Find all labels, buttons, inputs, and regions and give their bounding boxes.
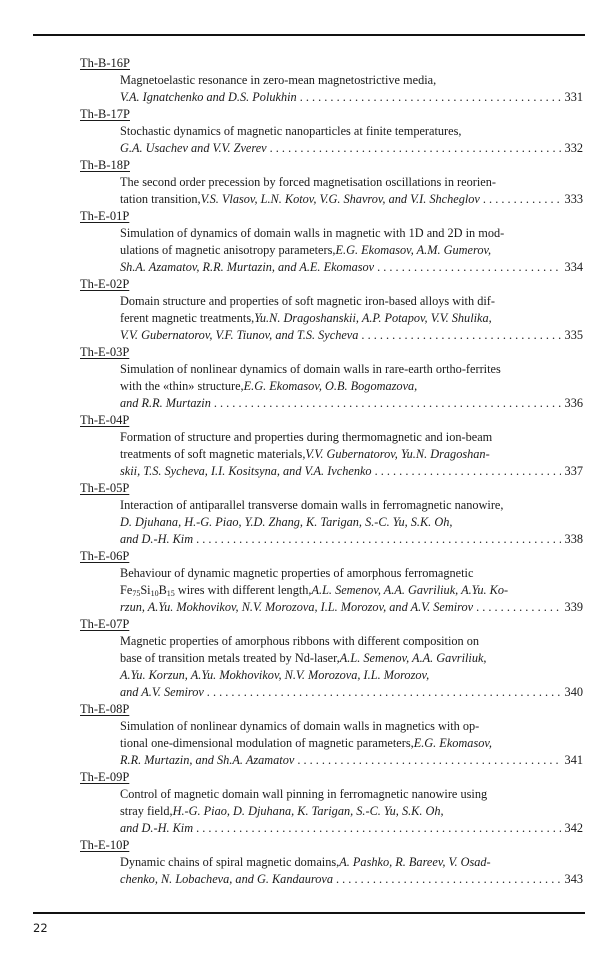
entry-line bbox=[120, 242, 583, 259]
dot-leader bbox=[270, 140, 561, 157]
entry-line bbox=[120, 378, 583, 395]
table-of-contents bbox=[80, 55, 583, 888]
entry-last-line bbox=[120, 327, 583, 344]
entry-line bbox=[120, 293, 583, 310]
page-reference[interactable]: 331 bbox=[564, 90, 583, 104]
toc-entry bbox=[80, 769, 583, 837]
entry-line bbox=[120, 633, 583, 650]
page-reference[interactable]: 334 bbox=[564, 260, 583, 274]
entry-body bbox=[80, 72, 583, 106]
dot-leader bbox=[297, 752, 560, 769]
dot-leader bbox=[375, 463, 561, 480]
toc-entry bbox=[80, 208, 583, 276]
entry-body bbox=[80, 565, 583, 616]
entry-last-line bbox=[120, 259, 583, 276]
entry-line bbox=[120, 786, 583, 803]
title-text: Simulation of dynamics of domain walls in magnetic with 1D and 2D in mod- bbox=[120, 226, 505, 240]
toc-entry bbox=[80, 55, 583, 106]
authors-text: V.S. Vlasov, L.N. Kotov, V.G. Shavrov, and V.I. Shcheglov bbox=[200, 192, 480, 206]
entry-body bbox=[80, 293, 583, 344]
authors-text: Yu.N. Dragoshanskii, A.P. Potapov, V.V. Shulika, bbox=[254, 311, 492, 325]
entry-body bbox=[80, 497, 583, 548]
entry-body bbox=[80, 633, 583, 701]
title-text: stray field, bbox=[120, 804, 173, 818]
toc-entry bbox=[80, 837, 583, 888]
toc-entry bbox=[80, 276, 583, 344]
title-text: $Fe_{75}Si_{10}B_{15}$ wires with different length, bbox=[120, 583, 312, 598]
title-text: Magnetoelastic resonance in zero-mean magnetostrictive media, bbox=[120, 73, 437, 87]
authors-text: A.Yu. Korzun, A.Yu. Mokhovikov, N.V. Morozova, I.L. Morozov, bbox=[120, 668, 430, 682]
title-text: Formation of structure and properties during thermomagnetic and ion-beam bbox=[120, 430, 493, 444]
authors-text: A. Pashko, R. Bareev, V. Osad- bbox=[339, 855, 491, 869]
toc-entry bbox=[80, 701, 583, 769]
page-number: 22 bbox=[33, 921, 48, 935]
toc-entry bbox=[80, 616, 583, 701]
entry-last-line bbox=[120, 820, 583, 837]
dot-leader bbox=[196, 531, 560, 548]
title-text: Stochastic dynamics of magnetic nanoparticles at finite temperatures, bbox=[120, 124, 462, 138]
page-reference[interactable]: 341 bbox=[564, 753, 583, 767]
header-rule bbox=[33, 34, 585, 36]
page-reference[interactable]: 337 bbox=[564, 464, 583, 478]
toc-entry bbox=[80, 548, 583, 616]
entry-body bbox=[80, 225, 583, 276]
entry-line bbox=[120, 718, 583, 735]
abstract-code-link[interactable]: Th-B-16P bbox=[80, 56, 130, 70]
abstract-code-link[interactable]: Th-E-08P bbox=[80, 702, 130, 716]
abstract-code-link[interactable]: Th-B-18P bbox=[80, 158, 130, 172]
dot-leader bbox=[196, 820, 560, 837]
entry-line bbox=[120, 123, 583, 140]
page-reference[interactable]: 335 bbox=[564, 328, 583, 342]
title-text: tional one-dimensional modulation of magnetic parameters, bbox=[120, 736, 414, 750]
entry-line bbox=[120, 514, 583, 531]
abstract-code-link[interactable]: Th-E-04P bbox=[80, 413, 130, 427]
toc-entry bbox=[80, 412, 583, 480]
entry-last-line bbox=[120, 140, 583, 157]
authors-text: H.-G. Piao, D. Djuhana, K. Tarigan, S.-C. Yu, S.K. Oh, bbox=[172, 804, 444, 818]
entry-line bbox=[120, 174, 583, 191]
dot-leader bbox=[336, 871, 561, 888]
entry-line bbox=[120, 72, 583, 89]
entry-last-line bbox=[120, 191, 583, 208]
title-text: treatments of soft magnetic materials, bbox=[120, 447, 306, 461]
authors-text: G.A. Usachev and V.V. Zverev bbox=[120, 141, 267, 155]
entry-line bbox=[120, 650, 583, 667]
page-reference[interactable]: 333 bbox=[564, 192, 583, 206]
authors-text: V.V. Gubernatorov, Yu.N. Dragoshan- bbox=[305, 447, 490, 461]
authors-text: and D.-H. Kim bbox=[120, 532, 194, 546]
toc-entry bbox=[80, 106, 583, 157]
entry-line bbox=[120, 667, 583, 684]
title-text: ferent magnetic treatments, bbox=[120, 311, 255, 325]
authors-text: E.G. Ekomasov, bbox=[413, 736, 493, 750]
authors-text: V.A. Ignatchenko and D.S. Polukhin bbox=[120, 90, 297, 104]
dot-leader bbox=[361, 327, 560, 344]
entry-line bbox=[120, 582, 583, 599]
title-text: with the «thin» structure, bbox=[120, 379, 244, 393]
entry-line bbox=[120, 225, 583, 242]
entry-line bbox=[120, 429, 583, 446]
entry-line bbox=[120, 497, 583, 514]
footer-rule bbox=[33, 912, 585, 914]
abstract-code-link[interactable]: Th-E-03P bbox=[80, 345, 130, 359]
authors-text: R.R. Murtazin, and Sh.A. Azamatov bbox=[120, 753, 295, 767]
authors-text: skii, T.S. Sycheva, I.I. Kositsyna, and V.A. Ivchenko bbox=[120, 464, 372, 478]
entry-line bbox=[120, 735, 583, 752]
title-text: tation transition, bbox=[120, 192, 201, 206]
entry-line bbox=[120, 803, 583, 820]
authors-text: chenko, N. Lobacheva, and G. Kandaurova bbox=[120, 872, 333, 886]
entry-line bbox=[120, 565, 583, 582]
title-text: base of transition metals treated by Nd-laser, bbox=[120, 651, 340, 665]
entry-body bbox=[80, 854, 583, 888]
title-text: Behaviour of dynamic magnetic properties of amorphous ferromagnetic bbox=[120, 566, 474, 580]
entry-last-line bbox=[120, 463, 583, 480]
abstract-code-link[interactable]: Th-E-02P bbox=[80, 277, 130, 291]
title-text: Simulation of nonlinear dynamics of domain walls in magnetics with op- bbox=[120, 719, 480, 733]
entry-body bbox=[80, 718, 583, 769]
entry-body bbox=[80, 786, 583, 837]
entry-body bbox=[80, 429, 583, 480]
toc-entry bbox=[80, 480, 583, 548]
page-reference[interactable]: 340 bbox=[564, 685, 583, 699]
entry-body bbox=[80, 361, 583, 412]
title-text: Simulation of nonlinear dynamics of domain walls in rare-earth ortho-ferrites bbox=[120, 362, 501, 376]
entry-line bbox=[120, 310, 583, 327]
page-reference[interactable]: 332 bbox=[564, 141, 583, 155]
page-reference[interactable]: 338 bbox=[564, 532, 583, 546]
title-text: Domain structure and properties of soft magnetic iron-based alloys with dif- bbox=[120, 294, 495, 308]
dot-leader bbox=[300, 89, 561, 106]
authors-text: and A.V. Semirov bbox=[120, 685, 204, 699]
title-text: Control of magnetic domain wall pinning in ferromagnetic nanowire using bbox=[120, 787, 488, 801]
authors-text: and R.R. Murtazin bbox=[120, 396, 211, 410]
abstract-code-link[interactable]: Th-B-17P bbox=[80, 107, 130, 121]
abstract-code-link[interactable]: Th-E-10P bbox=[80, 838, 130, 852]
authors-text: D. Djuhana, H.-G. Piao, Y.D. Zhang, K. Tarigan, S.-C. Yu, S.K. Oh, bbox=[120, 515, 453, 529]
page-reference[interactable]: 342 bbox=[564, 821, 583, 835]
authors-text: E.G. Ekomasov, O.B. Bogomazova, bbox=[243, 379, 418, 393]
title-text: ulations of magnetic anisotropy parameters, bbox=[120, 243, 336, 257]
abstract-code-link[interactable]: Th-E-07P bbox=[80, 617, 130, 631]
toc-entry bbox=[80, 157, 583, 208]
entry-last-line bbox=[120, 752, 583, 769]
authors-text: E.G. Ekomasov, A.M. Gumerov, bbox=[335, 243, 492, 257]
page-reference[interactable]: 343 bbox=[564, 872, 583, 886]
entry-last-line bbox=[120, 89, 583, 106]
authors-text: A.L. Semenov, A.A. Gavriliuk, bbox=[339, 651, 487, 665]
page-reference[interactable]: 339 bbox=[564, 600, 583, 614]
title-text: Dynamic chains of spiral magnetic domains, bbox=[120, 855, 340, 869]
abstract-code-link[interactable]: Th-E-09P bbox=[80, 770, 130, 784]
authors-text: and D.-H. Kim bbox=[120, 821, 194, 835]
abstract-code-link[interactable]: Th-E-06P bbox=[80, 549, 130, 563]
dot-leader bbox=[377, 259, 560, 276]
toc-entry bbox=[80, 344, 583, 412]
entry-last-line bbox=[120, 395, 583, 412]
entry-last-line bbox=[120, 871, 583, 888]
title-text: The second order precession by forced magnetisation oscillations in reorien- bbox=[120, 175, 496, 189]
title-text: Magnetic properties of amorphous ribbons with different composition on bbox=[120, 634, 480, 648]
entry-last-line bbox=[120, 684, 583, 701]
authors-text: Sh.A. Azamatov, R.R. Murtazin, and A.E. Ekomasov bbox=[120, 260, 375, 274]
entry-last-line bbox=[120, 599, 583, 616]
authors-text: V.V. Gubernatorov, V.F. Tiunov, and T.S. Sycheva bbox=[120, 328, 359, 342]
entry-line bbox=[120, 854, 583, 871]
authors-text: rzun, A.Yu. Mokhovikov, N.V. Morozova, I.L. Morozov, and A.V. Semirov bbox=[120, 600, 474, 614]
title-text: Interaction of antiparallel transverse domain walls in ferromagnetic nanowire, bbox=[120, 498, 504, 512]
dot-leader bbox=[476, 599, 560, 616]
dot-leader bbox=[483, 191, 561, 208]
abstract-code-link[interactable]: Th-E-05P bbox=[80, 481, 130, 495]
dot-leader bbox=[214, 395, 561, 412]
abstract-code-link[interactable]: Th-E-01P bbox=[80, 209, 130, 223]
page-reference[interactable]: 336 bbox=[564, 396, 583, 410]
entry-line bbox=[120, 361, 583, 378]
dot-leader bbox=[207, 684, 561, 701]
entry-body bbox=[80, 123, 583, 157]
entry-last-line bbox=[120, 531, 583, 548]
entry-body bbox=[80, 174, 583, 208]
entry-line bbox=[120, 446, 583, 463]
authors-text: A.L. Semenov, A.A. Gavriliuk, A.Yu. Ko- bbox=[311, 583, 509, 597]
